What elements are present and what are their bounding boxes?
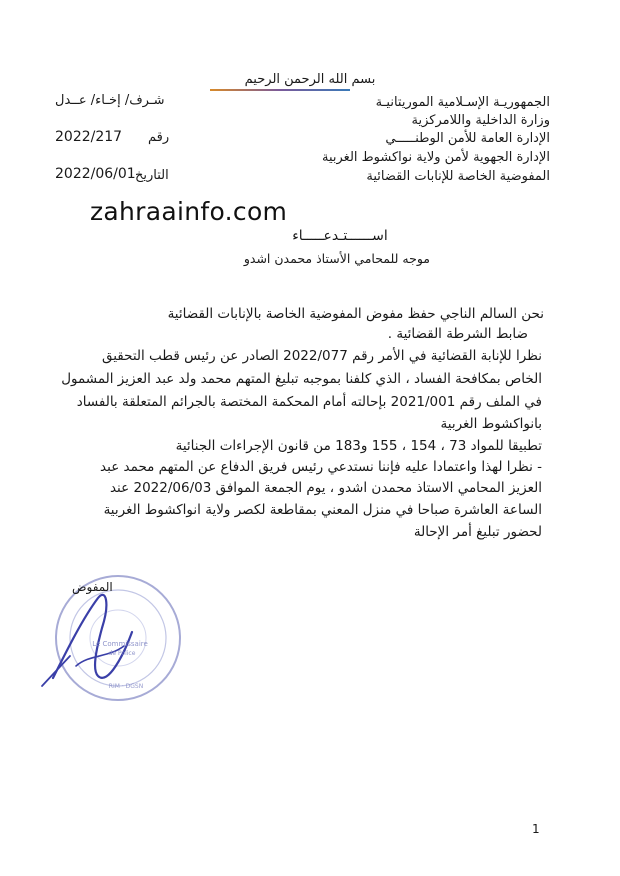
number-value: 2022/217: [55, 129, 123, 145]
document-title: [0, 228, 620, 244]
national-motto: شـرف/ إخـاء/ عــدل: [55, 93, 165, 108]
signature-label: المفوض: [72, 580, 113, 594]
body-line-2: ضابط الشرطة القضائية .: [387, 326, 528, 342]
body-line-7: تطبيقا للمواد 73 ، 154 ، 155 و183 من قانون الإجراءات الجنائية: [175, 438, 542, 454]
watermark-url: zahraainfo.com: [90, 197, 288, 226]
body-line-6: بانواكشوط الغربية: [440, 416, 542, 432]
addressee: موجه للمحامي الأستاذ محمدن اشدو: [243, 251, 430, 266]
body-line-11: لحضور تبليغ أمر الإحالة: [413, 524, 542, 540]
body-line-1: نحن السالم الناجي حفظ مفوض المفوضية الخاصة بالإنابات القضائية: [167, 306, 544, 322]
svg-text:RIM · DGSN: RIM · DGSN: [108, 683, 144, 690]
directorate-name: الإدارة العامة للأمن الوطنـــــي: [385, 131, 550, 146]
body-line-3: نظرا للإنابة القضائية في الأمر رقم 2022/077 الصادر عن رئيس قطب التحقيق: [101, 348, 542, 364]
basmala: بسم الله الرحمن الرحيم: [244, 72, 376, 87]
ministry-name: وزارة الداخلية واللامركزية: [411, 113, 550, 128]
body-line-5: في الملف رقم 2021/001 بإحالته أمام المحكمة المختصة بالجرائم المتعلقة بالفساد: [76, 394, 542, 410]
republic-name: الجمهوريـة الإسـلامية الموريتانيـة: [375, 95, 550, 110]
basmala-underline: [210, 89, 350, 91]
document-title-text: اســــــتـدعـــــاء: [292, 228, 388, 244]
body-line-9: العزيز المحامي الاستاذ محمدن اشدو ، يوم الجمعة الموافق 2022/06/03 عند: [109, 480, 542, 496]
body-line-8: - نظرا لهذا واعتمادا عليه فإننا نستدعي رئيس فريق الدفاع عن المتهم محمد عبد: [100, 459, 542, 475]
regional-directorate: الإدارة الجهوية لأمن ولاية نواكشوط الغربية: [322, 150, 550, 165]
body-line-4: الخاص بمكافحة الفساد ، الذي كلفنا بموجبه تبليغ المتهم محمد ولد عبد العزيز المشمول: [61, 371, 542, 387]
body-line-10: الساعة العاشرة صباحا في منزل المعني بمقاطعة لكصر ولاية انواكشوط الغربية: [103, 502, 542, 518]
date-label: التاريخ: [135, 168, 169, 183]
number-label: رقم: [148, 130, 170, 145]
page-number: 1: [532, 822, 540, 836]
date-value: 2022/06/01: [55, 166, 136, 182]
svg-text:de Police: de Police: [108, 650, 136, 657]
svg-text:Le Commissaire: Le Commissaire: [92, 640, 148, 648]
commission-name: المفوضية الخاصة للإنابات القضائية: [366, 169, 550, 184]
